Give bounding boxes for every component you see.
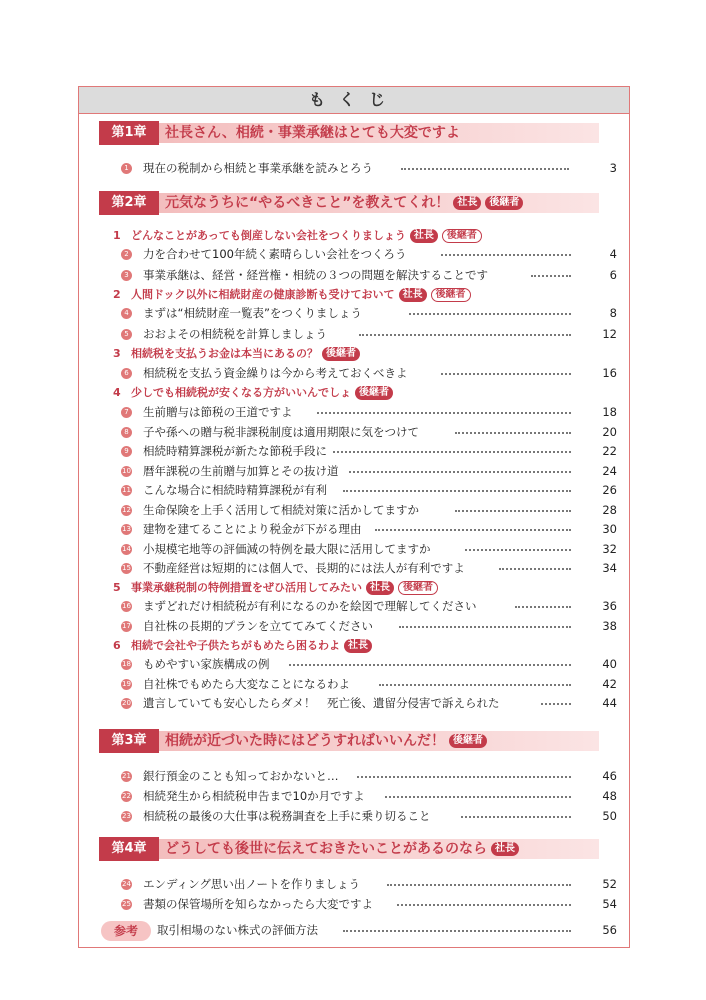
item-title: 取引相場のない株式の評価方法 <box>157 923 318 937</box>
toc-item <box>79 694 629 713</box>
page-number: 8 <box>609 306 617 320</box>
item-title: もめやすい家族構成の例 <box>143 657 270 671</box>
chapter-tag: 第4章 <box>99 837 159 861</box>
item-title: こんな場合に相続時精算課税が有利 <box>143 483 327 497</box>
dot-leader <box>387 884 571 886</box>
chapter-heading <box>79 121 629 145</box>
item-number-icon: 10 <box>122 467 131 475</box>
section-title: 人間ドック以外に相続財産の健康診断も受けておいて 社長 後継者 <box>131 286 471 304</box>
page-number: 54 <box>602 897 617 911</box>
item-title: まずどれだけ相続税が有利になるのかを絵図で理解してください <box>143 599 477 613</box>
dot-leader <box>333 451 571 453</box>
item-number-icon: 5 <box>121 329 132 340</box>
item-number-icon: 12 <box>122 506 131 514</box>
item-title: まずは“相続財産一覧表”をつくりましょう <box>143 306 362 320</box>
dot-leader <box>541 703 571 705</box>
page-number: 36 <box>602 599 617 613</box>
item-number-icon: 15 <box>122 564 131 572</box>
item-number-icon: 20 <box>122 699 131 707</box>
audience-badge: 社長 <box>410 229 438 243</box>
section-number: 4 <box>113 386 121 399</box>
item-number-icon: 14 <box>122 545 131 553</box>
section-title: 事業承継税制の特例措置をぜひ活用してみたい 社長 後継者 <box>131 579 438 597</box>
page-number: 48 <box>602 789 617 803</box>
page-number: 46 <box>602 769 617 783</box>
section-heading <box>79 637 629 655</box>
toc-item <box>79 364 629 383</box>
toc-item <box>79 787 629 806</box>
toc-item <box>79 807 629 826</box>
toc-item <box>79 423 629 442</box>
dot-leader <box>455 510 571 512</box>
page-number: 22 <box>602 444 617 458</box>
dot-leader <box>455 432 571 434</box>
toc-item <box>79 245 629 264</box>
dot-leader <box>359 334 571 336</box>
section-heading <box>79 384 629 402</box>
page-number: 42 <box>602 677 617 691</box>
page-number: 18 <box>602 405 617 419</box>
item-title: 現在の税制から相続と事業承継を読みとろう <box>143 161 373 175</box>
chapter-heading <box>79 191 629 215</box>
audience-badge: 社長 <box>491 842 519 856</box>
dot-leader <box>397 904 571 906</box>
toc-item <box>79 159 629 178</box>
dot-leader <box>515 606 571 608</box>
item-title: 生命保険を上手く活用して相続対策に活かしてますか <box>143 503 419 517</box>
chapter-title: 元気なうちに“やるべきこと”を教えてくれ！ 社長 後継者 <box>165 191 523 215</box>
page-number: 50 <box>602 809 617 823</box>
toc-item <box>79 481 629 500</box>
item-number-icon: 23 <box>122 812 131 820</box>
page-number: 4 <box>609 247 617 261</box>
item-number-icon: 8 <box>121 427 132 438</box>
chapter-title: 相続が近づいた時にはどうすればいいんだ！ 後継者 <box>165 729 487 753</box>
toc-item <box>79 675 629 694</box>
item-title: 相続税を支払う資金繰りは今から考えておくべきよ <box>143 366 408 380</box>
audience-badge: 後継者 <box>398 581 438 595</box>
audience-badge: 後継者 <box>485 196 523 210</box>
dot-leader <box>399 626 571 628</box>
section-number: 1 <box>113 229 121 242</box>
item-title: おおよその相続税を計算しましょう <box>143 327 327 341</box>
item-title: 銀行預金のことも知っておかないと… <box>143 769 339 783</box>
chapter-tag: 第1章 <box>99 121 159 145</box>
dot-leader <box>461 816 571 818</box>
audience-badge: 社長 <box>344 639 372 653</box>
dot-leader <box>465 549 571 551</box>
item-title: エンディング思い出ノートを作りましょう <box>143 877 361 891</box>
dot-leader <box>531 275 571 277</box>
page-number: 24 <box>602 464 617 478</box>
audience-badge: 社長 <box>453 196 481 210</box>
reference-entry <box>79 921 629 940</box>
audience-badge: 社長 <box>399 288 427 302</box>
page-number: 28 <box>602 503 617 517</box>
toc-frame <box>78 86 630 948</box>
chapter-tag: 第2章 <box>99 191 159 215</box>
page-number: 30 <box>602 522 617 536</box>
audience-badge: 後継者 <box>431 288 471 302</box>
dot-leader <box>317 412 571 414</box>
item-title: 小規模宅地等の評価減の特例を最大限に活用してますか <box>143 542 431 556</box>
item-title: 建物を建てることにより税金が下がる理由 <box>143 522 362 536</box>
item-title: 相続発生から相続税申告まで10か月ですよ <box>143 789 365 803</box>
item-number-icon: 18 <box>122 660 131 668</box>
toc-item <box>79 442 629 461</box>
section-number: 2 <box>113 288 121 301</box>
item-number-icon: 2 <box>121 249 132 260</box>
section-number: 3 <box>113 347 121 360</box>
audience-badge: 後継者 <box>322 347 360 361</box>
section-title: どんなことがあっても倒産しない会社をつくりましょう 社長 後継者 <box>131 227 482 245</box>
toc-item <box>79 655 629 674</box>
item-title: 相続時精算課税が新たな節税手段に <box>143 444 327 458</box>
toc-item <box>79 767 629 786</box>
item-number-icon: 19 <box>122 680 131 688</box>
toc-item <box>79 895 629 914</box>
item-title: 生前贈与は節税の王道ですよ <box>143 405 293 419</box>
chapter-title: 社長さん、相続・事業承継はとても大変ですよ <box>165 125 460 141</box>
item-number-icon: 22 <box>122 792 131 800</box>
page-number: 3 <box>609 161 617 175</box>
dot-leader <box>441 373 571 375</box>
section-title: 少しでも相続税が安くなる方がいいんでしょ 後継者 <box>131 384 393 402</box>
chapter-title: どうしても後世に伝えておきたいことがあるのなら 社長 <box>165 837 519 861</box>
toc-item <box>79 462 629 481</box>
item-number-icon: 17 <box>122 622 131 630</box>
toc-item <box>79 266 629 285</box>
page-number: 26 <box>602 483 617 497</box>
item-number-icon: 24 <box>122 880 131 888</box>
section-number: 5 <box>113 581 121 594</box>
page-number: 6 <box>609 268 617 282</box>
dot-leader <box>401 168 569 170</box>
item-number-icon: 16 <box>122 602 131 610</box>
toc-item <box>79 597 629 616</box>
section-number: 6 <box>113 639 121 652</box>
item-number-icon: 21 <box>122 772 131 780</box>
item-title: 力を合わせて100年続く素晴らしい会社をつくろう <box>143 247 407 261</box>
toc-item <box>79 501 629 520</box>
dot-leader <box>289 664 571 666</box>
toc-item <box>79 325 629 344</box>
item-number-icon: 7 <box>121 407 132 418</box>
item-title: 自社株の長期的プランを立ててみてください <box>143 619 373 633</box>
page-number: 34 <box>602 561 617 575</box>
item-title: 暦年課税の生前贈与加算とその抜け道 <box>143 464 339 478</box>
toc-item <box>79 875 629 894</box>
item-title: 事業承継は、経営・経営権・相続の３つの問題を解決することです <box>143 268 488 282</box>
dot-leader <box>343 490 571 492</box>
item-number-icon: 13 <box>122 525 131 533</box>
item-number-icon: 4 <box>121 308 132 319</box>
section-heading <box>79 286 629 304</box>
toc-item <box>79 559 629 578</box>
dot-leader <box>375 529 571 531</box>
section-title: 相続で会社や子供たちがもめたら困るわよ 社長 <box>131 637 372 655</box>
section-heading <box>79 579 629 597</box>
item-number-icon: 11 <box>122 486 131 494</box>
item-title: 子や孫への贈与税非課税制度は適用期限に気をつけて <box>143 425 419 439</box>
audience-badge: 後継者 <box>442 229 482 243</box>
dot-leader <box>343 930 571 932</box>
item-number-icon: 9 <box>121 446 132 457</box>
dot-leader <box>441 254 571 256</box>
page-number: 52 <box>602 877 617 891</box>
dot-leader <box>409 313 571 315</box>
page-number: 16 <box>602 366 617 380</box>
section-title: 相続税を支払うお金は本当にあるの？ 後継者 <box>131 345 360 363</box>
item-title: 相続税の最後の大仕事は税務調査を上手に乗り切ること <box>143 809 431 823</box>
item-title: 自社株でもめたら大変なことになるわよ <box>143 677 350 691</box>
page-number: 40 <box>602 657 617 671</box>
dot-leader <box>385 796 571 798</box>
item-number-icon: 25 <box>122 900 131 908</box>
chapter-heading <box>79 729 629 753</box>
section-heading <box>79 345 629 363</box>
dot-leader <box>349 471 571 473</box>
chapter-tag: 第3章 <box>99 729 159 753</box>
toc-title: もくじ <box>79 87 629 114</box>
item-title: 遺言していても安心したらダメ！ 死亡後、遺留分侵害で訴えられた <box>143 696 500 710</box>
item-number-icon: 3 <box>121 270 132 281</box>
page-number: 44 <box>602 696 617 710</box>
item-title: 書類の保管場所を知らなかったら大変ですよ <box>143 897 373 911</box>
chapter-heading <box>79 837 629 861</box>
page-number: 20 <box>602 425 617 439</box>
item-number-icon: 1 <box>121 163 132 174</box>
item-title: 不動産経営は短期的には個人で、長期的には法人が有利ですよ <box>143 561 465 575</box>
page-number: 38 <box>602 619 617 633</box>
page-number: 56 <box>602 923 617 937</box>
toc-item <box>79 403 629 422</box>
dot-leader <box>357 776 571 778</box>
page-number: 32 <box>602 542 617 556</box>
page-number: 12 <box>602 327 617 341</box>
dot-leader <box>379 684 571 686</box>
toc-item <box>79 304 629 323</box>
dot-leader <box>499 568 571 570</box>
audience-badge: 後継者 <box>449 734 487 748</box>
toc-item <box>79 520 629 539</box>
section-heading <box>79 227 629 245</box>
audience-badge: 後継者 <box>355 386 393 400</box>
reference-tag: 参考 <box>101 921 151 941</box>
toc-item <box>79 617 629 636</box>
item-number-icon: 6 <box>121 368 132 379</box>
audience-badge: 社長 <box>366 581 394 595</box>
toc-item <box>79 540 629 559</box>
